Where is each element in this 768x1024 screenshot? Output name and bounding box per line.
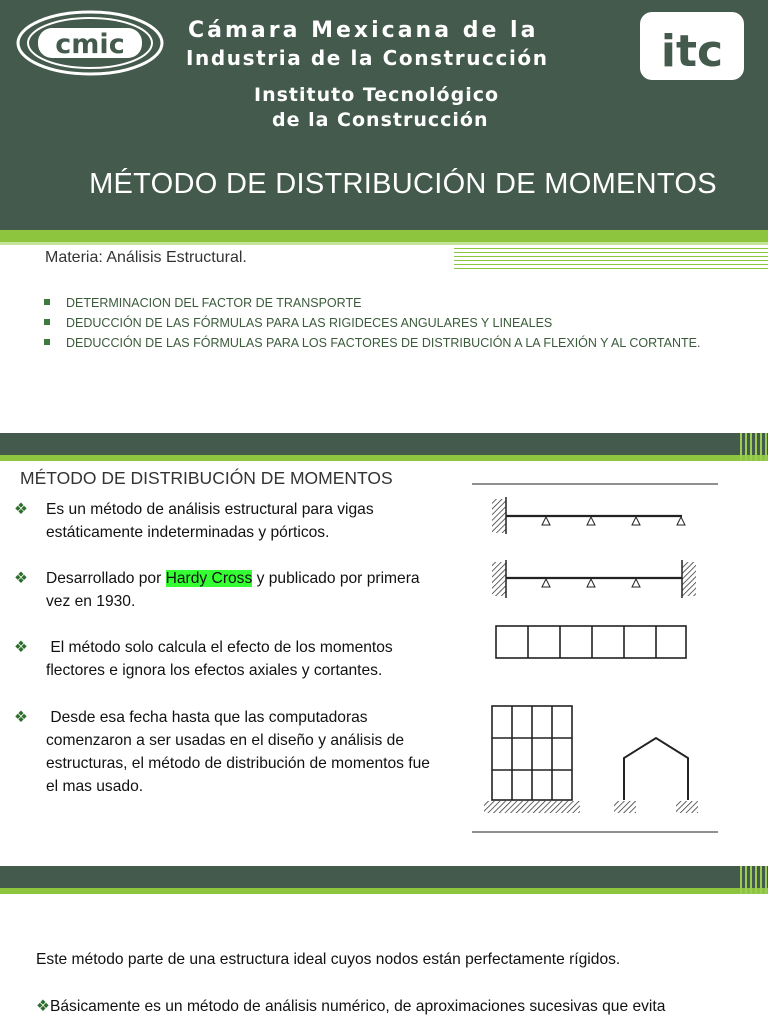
- presentation-title: MÉTODO DE DISTRIBUCIÓN DE MOMENTOS: [89, 168, 717, 200]
- continuous-beam-fixed: [492, 497, 685, 534]
- institute-line2: de la Construcción: [272, 109, 489, 131]
- org-name-line2: Industria de la Construcción: [186, 46, 549, 70]
- diamond-bullet-icon: ❖: [14, 570, 28, 587]
- diamond-bullet-icon: ❖: [14, 709, 28, 726]
- paragraph-text: Es un método de análisis estructural para vigas estáticamente indeterminadas y pórticos.: [46, 501, 374, 541]
- topics-list: [44, 293, 700, 353]
- slide3-bullet-1: [36, 997, 665, 1016]
- paragraph-text: Desarrollado por: [46, 570, 166, 587]
- paragraph-text: Desde esa fecha hasta que las computadoras comenzaron a ser usadas en el diseño y análisis de estructuras, el método de distribución de momentos fue el mas usado.: [46, 709, 430, 795]
- paragraph-2: [14, 567, 430, 613]
- topic-item: DETERMINACION DEL FACTOR DE TRANSPORTE: [44, 293, 700, 313]
- continuous-beam-fixed-fixed: [492, 560, 696, 598]
- header-green-bar-light: [0, 242, 768, 245]
- diamond-bullet-icon: ❖: [14, 501, 28, 518]
- slide2-green-bar: [0, 455, 768, 461]
- paragraph-text: y publicado por primera vez en 1930.: [46, 570, 420, 610]
- vierendeel-beam: [496, 626, 686, 658]
- slide3-top-bar: [0, 866, 768, 888]
- header-green-bar: [0, 230, 768, 242]
- diamond-bullet-icon: ❖: [14, 639, 28, 656]
- subject-label: Materia: Análisis Estructural.: [45, 249, 247, 266]
- topic-item: DEDUCCIÓN DE LAS FÓRMULAS PARA LAS RIGIDECES ANGULARES Y LINEALES: [44, 313, 700, 333]
- gable-frame: [614, 738, 698, 813]
- multistory-frame: [484, 706, 580, 813]
- topic-item: DEDUCCIÓN DE LAS FÓRMULAS PARA LOS FACTORES DE DISTRIBUCIÓN A LA FLEXIÓN Y AL CORTANTE.: [44, 333, 700, 353]
- paragraph-3: [14, 636, 440, 682]
- slide2-corner-stripes: [740, 433, 768, 461]
- slide3-corner-stripes: [740, 866, 768, 894]
- slide3-green-bar: [0, 888, 768, 894]
- paragraph-1: [14, 498, 430, 544]
- itc-logo: [640, 12, 744, 80]
- slide3-bullet-text: Básicamente es un método de análisis numérico, de aproximaciones sucesivas que evita: [49, 998, 666, 1015]
- paragraph-4: [14, 706, 430, 798]
- hardy-cross-highlight: Hardy Cross: [165, 570, 253, 587]
- diamond-bullet-icon: ❖: [36, 998, 50, 1015]
- decorative-stripes: [454, 247, 768, 269]
- slide2-title: MÉTODO DE DISTRIBUCIÓN DE MOMENTOS: [20, 468, 393, 488]
- slide3-intro: Este método parte de una estructura ideal cuyos nodos están perfectamente rígidos.: [36, 951, 621, 968]
- cmic-logo: [16, 10, 164, 76]
- institute-line1: Instituto Tecnológico: [254, 84, 500, 106]
- cmic-logo-text: cmic: [55, 29, 125, 60]
- structures-figure: [466, 478, 724, 838]
- org-name-line1: Cámara Mexicana de la: [188, 18, 539, 43]
- slide2-top-bar: [0, 433, 768, 455]
- itc-logo-text: itc: [660, 26, 724, 77]
- paragraph-text: El método solo calcula el efecto de los momentos flectores e ignora los efectos axiales y cortantes.: [46, 639, 393, 679]
